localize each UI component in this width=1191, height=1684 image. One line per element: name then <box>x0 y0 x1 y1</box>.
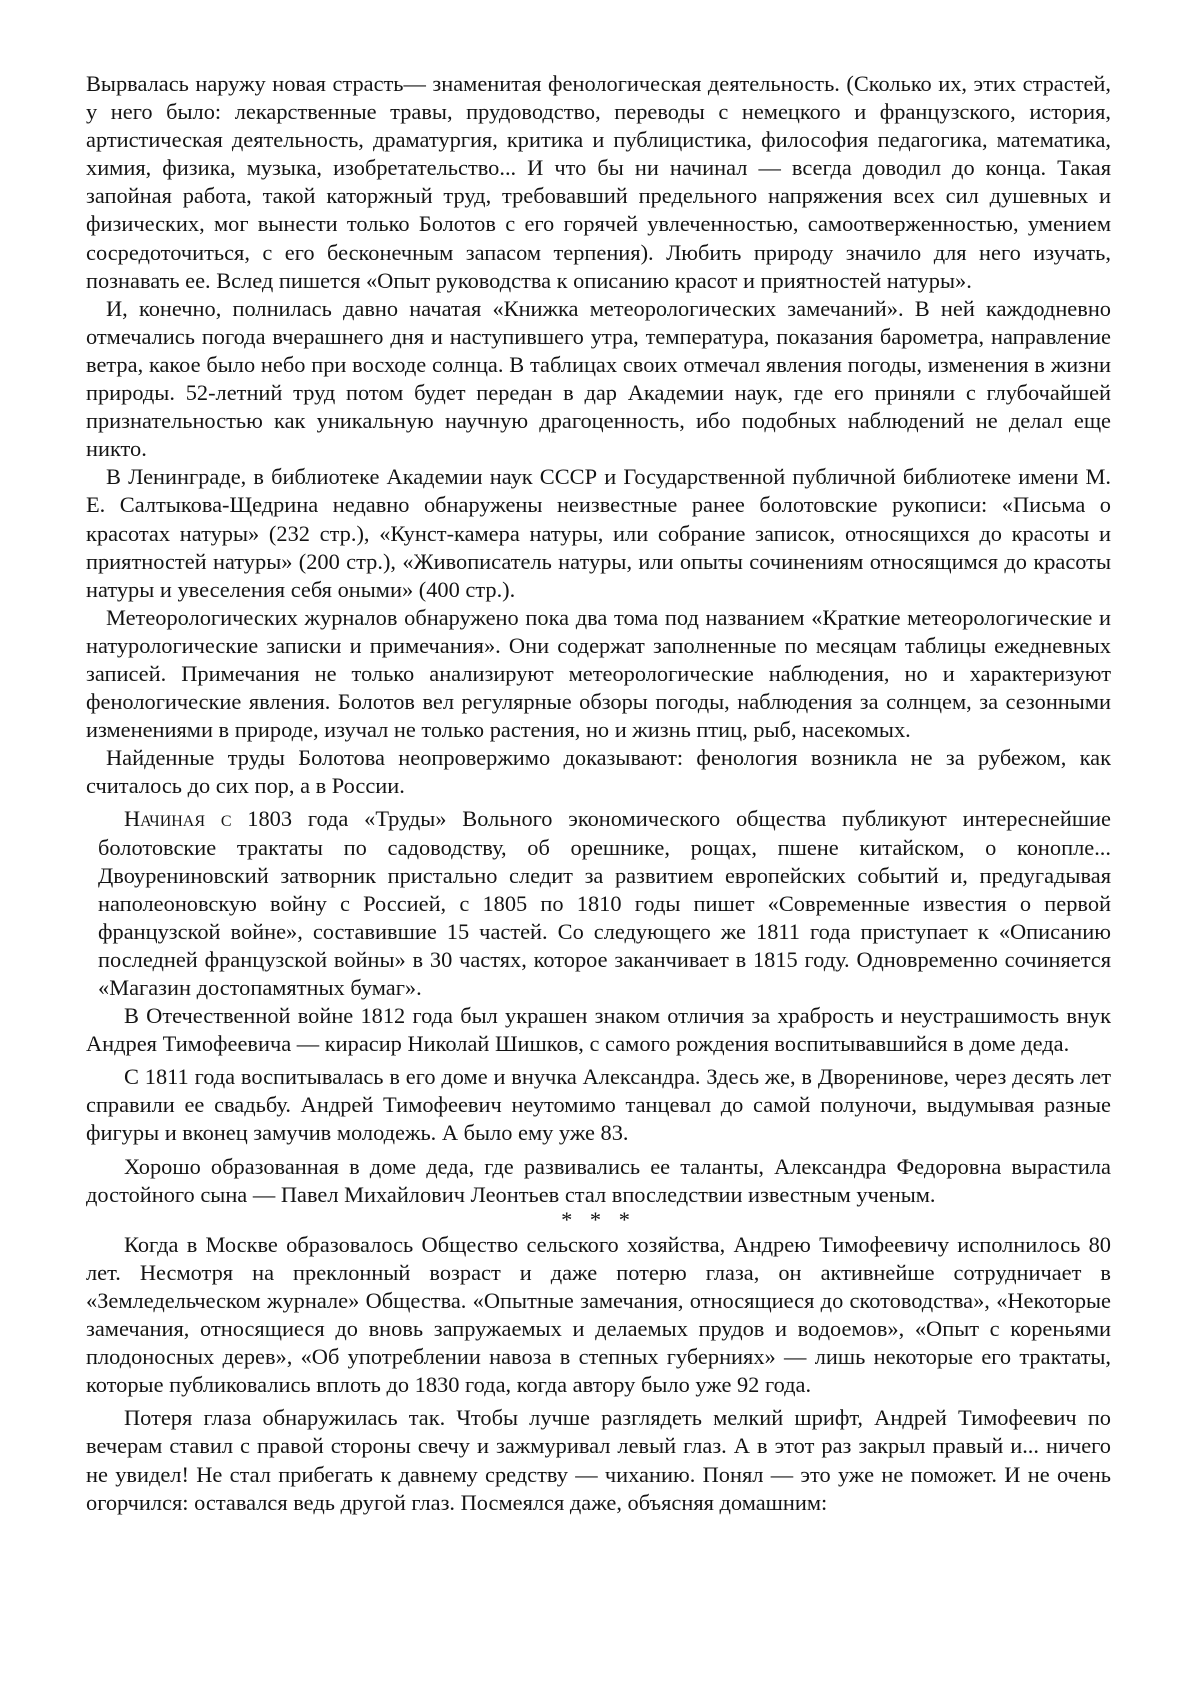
paragraph-agriculture-society: Когда в Москве образовалось Общество сельского хозяйства, Андрею Тимофеевичу исполнилось 80 лет. Несмотря на преклонный возраст и даже потерю глаза, он активнейше сотрудничает в «Земледельческом журнале» Общества. «Опытные замечания, относящиеся до скотоводства», «Некоторые замечания, относящиеся до вновь запружаемых и делаемых прудов и водоемов», «Опыт с кореньями плодоносных дерев», «Об употреблении навоза в степных губерниях» — лишь некоторые его трактаты, которые публиковались вплоть до 1830 года, когда автору было уже 92 года. <box>86 1231 1111 1398</box>
lead-words: Начиная с <box>124 806 232 832</box>
paragraph-granddaughter-alexandra: С 1811 года воспитывалась в его доме и внучка Александра. Здесь же, в Дворенинове, через десять лет справили ее свадьбу. Андрей Тимофеевич неутомимо танцевал до самой полуночи, выдумывая разные фигуры и вконец замучив молодежь. А было ему уже 83. <box>86 1064 1111 1146</box>
paragraph-leontiev: Хорошо образованная в доме деда, где развивались ее таланты, Александра Федоровна вырастила достойного сына — Павел Михайлович Леонтьев стал впоследствии известным ученым. <box>86 1153 1111 1207</box>
paragraph-free-economic-society <box>98 805 1111 1002</box>
paragraph-leningrad-manuscripts: В Ленинграде, в библиотеке Академии наук СССР и Государственной публичной библиотеке имени М. Е. Салтыкова-Щедрина недавно обнаружены неизвестные ранее болотовские рукописи: «Письма о красотах натуры» (232 стр.), «Кунст-камера натуры, или собрание записок, относящихся до красоты и приятностей натуры» (200 стр.), «Живописатель натуры, или опыты сочинениям относящимся до красоты натуры и увеселения себя оными» (400 стр.). <box>86 464 1111 602</box>
paragraph-meteorology-book: И, конечно, полнилась давно начатая «Книжка метеорологических замечаний». В ней каждодневно отмечались погода вчерашнего дня и наступившего утра, температура, показания барометра, направление ветра, какое было небо при восходе солнца. В таблицах своих отмечал явления погоды, изменения в жизни природы. 52-летний труд потом будет передан в дар Академии наук, где его приняли с глубочайшей признательностью как уникальную научную драгоценность, ибо подобных наблюдений не делал еще никто. <box>86 295 1111 462</box>
lead-paragraph-text: 1803 года «Труды» Вольного экономического общества публикуют интереснейшие болотовские трактаты по садоводству, об орешнике, рощах, пшене китайском, о конопле... Двоурениновский затворник пристально следит за развитием европейских событий и, предугадывая наполеоновскую войну с Россией, с 1805 по 1810 годы пишет «Современные известия о первой французской войне», составившие 15 частей. Со следующего же 1811 года приступает к «Описанию последней французской войны» в 30 частях, которое заканчивает в 1815 году. Одновременно сочиняется «Магазин достопамятных бумаг». <box>98 806 1111 1000</box>
paragraph-grandson-shishkov: В Отечественной войне 1812 года был украшен знаком отличия за храбрость и неустрашимость внук Андрея Тимофеевича — кирасир Николай Шишков, с самого рождения воспитывавшийся в доме деда. <box>86 1003 1111 1057</box>
section-separator: * * * <box>561 1206 636 1232</box>
paragraph-meteorology-journals: Метеорологических журналов обнаружено пока два тома под названием «Краткие метеорологические и натурологические записки и примечания». Они содержат заполненные по месяцам таблицы ежедневных записей. Примечания не только анализируют метеорологические наблюдения, но и характеризуют фенологические явления. Болотов вел регулярные обзоры погоды, наблюдения за солнцем, за сезонными изменениями в природе, изучал не только растения, но и жизнь птиц, рыб, насекомых. <box>86 604 1111 743</box>
paragraph-phenology-russia: Найденные труды Болотова неопровержимо доказывают: фенология возникла не за рубежом, как считалось до сих пор, а в России. <box>86 745 1111 799</box>
paragraph-phenology: Вырвалась наружу новая страсть— знаменитая фенологическая деятельность. (Сколько их, этих страстей, у него было: лекарственные травы, прудоводство, переводы с немецкого и французского, история, артистическая деятельность, драматургия, критика и публицистика, философия педагогика, математика, химия, физика, музыка, изобретательство... И что бы ни начинал — всегда доводил до конца. Такая запойная работа, такой каторжный труд, требовавший предельного напряжения всех сил душевных и физических, мог вынести только Болотов с его горячей увлеченностью, самоотверженностью, умением сосредоточиться, с его бесконечным запасом терпения). Любить природу значило для него изучать, познавать ее. Вслед пишется «Опыт руководства к описанию красот и приятностей натуры». <box>86 71 1111 293</box>
paragraph-eye-loss: Потеря глаза обнаружилась так. Чтобы лучше разглядеть мелкий шрифт, Андрей Тимофеевич по вечерам ставил с правой стороны свечу и зажмуривал левый глаз. А в этот раз закрыл правый и... ничего не увидел! Не стал прибегать к давнему средству — чиханию. Понял — это уже не поможет. И не очень огорчился: оставался ведь другой глаз. Посмеялся даже, объясняя домашним: <box>86 1405 1111 1515</box>
